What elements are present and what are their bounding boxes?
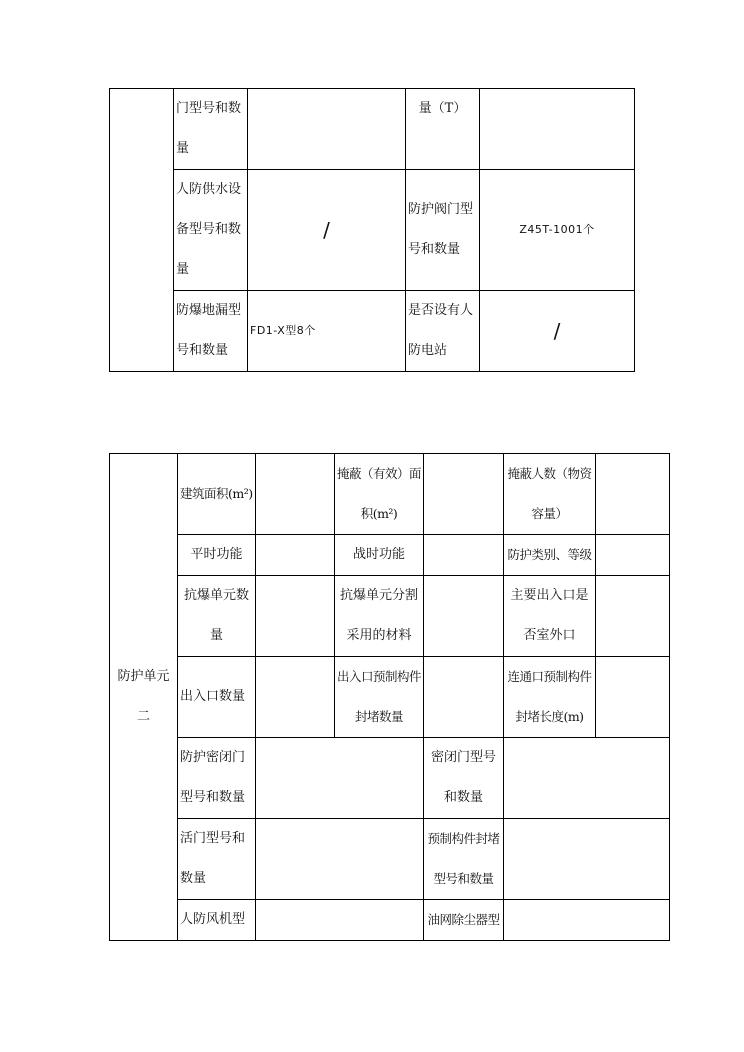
blast-unit-count-label: 抗爆单元数量 [178, 576, 256, 657]
wartime-function-label: 战时功能 [335, 535, 424, 576]
protective-equipment-table [109, 88, 635, 372]
precast-plug-value [504, 819, 670, 900]
building-area-value [256, 454, 335, 535]
protection-unit-two-table [109, 453, 670, 941]
protective-valve-value: Z45T-1001个 [480, 170, 635, 291]
precast-plug-label: 预制构件封堵型号和数量 [424, 819, 504, 900]
floor-drain-label: 防爆地漏型号和数量 [174, 291, 248, 372]
tonnage-label: 量（T） [406, 89, 480, 170]
building-area-label: 建筑面积(m²) [178, 454, 256, 535]
connector-precast-label: 连通口预制构件封堵长度(m) [504, 657, 596, 738]
entrance-count-label: 出入口数量 [178, 657, 256, 738]
airtight-door-label: 密闭门型号和数量 [424, 738, 504, 819]
shelter-area-value [424, 454, 504, 535]
floor-drain-value: FD1-X型8个 [248, 291, 406, 372]
valve-door-label: 活门型号和数量 [178, 819, 256, 900]
unit-label-cell: 防护单元二 [110, 454, 178, 941]
blast-unit-material-label: 抗爆单元分割采用的材料 [335, 576, 424, 657]
blast-unit-count-value [256, 576, 335, 657]
blast-door-value [248, 89, 406, 170]
protective-valve-label: 防护阀门型号和数量 [406, 170, 480, 291]
fan-model-value [256, 900, 424, 941]
valve-door-value [256, 819, 424, 900]
power-station-value: / [480, 291, 635, 372]
protective-door-label: 防护密闭门型号和数量 [178, 738, 256, 819]
fan-model-label: 人防风机型 [178, 900, 256, 941]
dust-filter-label: 油网除尘器型 [424, 900, 504, 941]
shelter-people-value [596, 454, 670, 535]
shelter-people-label: 掩蔽人数（物资容量） [504, 454, 596, 535]
entrance-count-value [256, 657, 335, 738]
power-station-label: 是否设有人防电站 [406, 291, 480, 372]
blast-unit-material-value [424, 576, 504, 657]
dust-filter-value [504, 900, 670, 941]
protective-door-value [256, 738, 424, 819]
connector-precast-value [596, 657, 670, 738]
wartime-function-value [424, 535, 504, 576]
table1-section-cell [110, 89, 174, 372]
protection-class-label: 防护类别、等级 [504, 535, 596, 576]
protection-class-value [596, 535, 670, 576]
peacetime-function-value [256, 535, 335, 576]
water-supply-label: 人防供水设备型号和数量 [174, 170, 248, 291]
shelter-area-label: 掩蔽（有效）面积(m²) [335, 454, 424, 535]
blast-door-label: 门型号和数量 [174, 89, 248, 170]
water-supply-value: / [248, 170, 406, 291]
main-entrance-outdoor-value [596, 576, 670, 657]
peacetime-function-label: 平时功能 [178, 535, 256, 576]
entrance-precast-label: 出入口预制构件封堵数量 [335, 657, 424, 738]
tonnage-value [480, 89, 635, 170]
main-entrance-outdoor-label: 主要出入口是否室外口 [504, 576, 596, 657]
entrance-precast-value [424, 657, 504, 738]
airtight-door-value [504, 738, 670, 819]
